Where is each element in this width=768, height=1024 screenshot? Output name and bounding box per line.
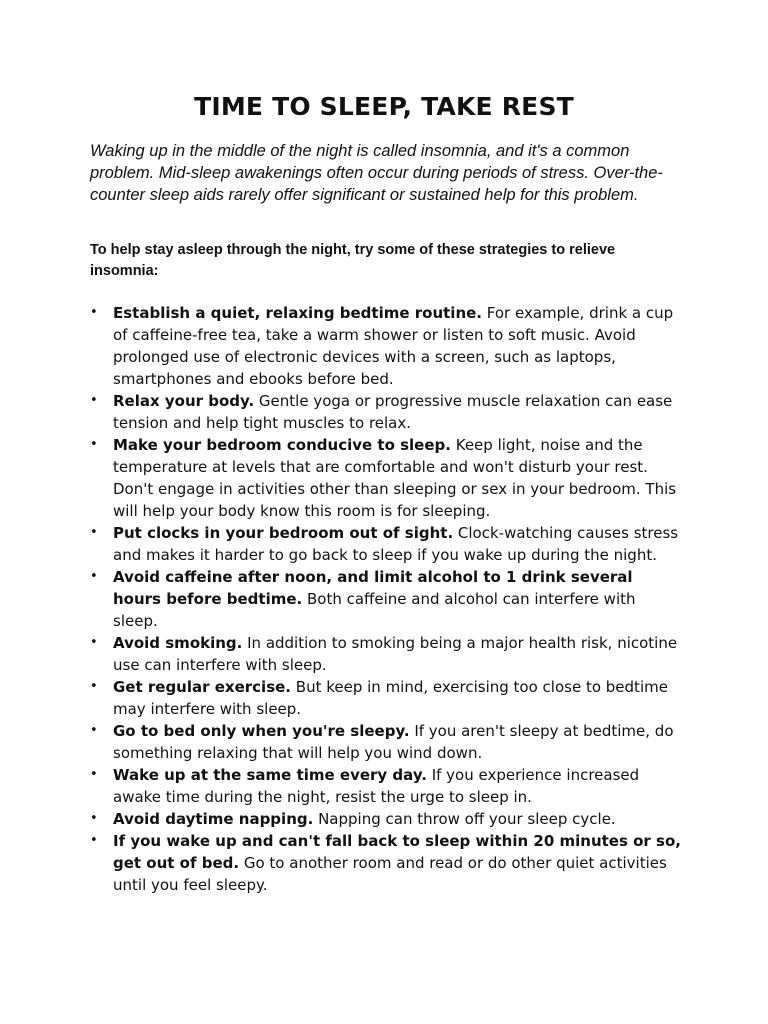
tip-text: If you aren't sleepy at bedtime, do something relaxing that will help you wind down. — [113, 722, 674, 762]
intro-paragraph: Waking up in the middle of the night is called insomnia, and it's a common problem. Mid-sleep awakenings often occur during periods of stress. Over-the-counter sleep aids rarely offer significant or sustained help for this problem. — [90, 142, 663, 204]
list-item — [90, 764, 682, 808]
list-item — [90, 522, 682, 566]
bullet-icon: • — [90, 525, 98, 540]
tip-text: Keep light, noise and the temperature at levels that are comfortable and won't disturb your rest. Don't engage in activities other than sleeping or sex in your bedroom. This will help your body know this room is for sleeping. — [113, 436, 677, 520]
list-item — [90, 434, 682, 522]
tip-heading: Go to bed only when you're sleepy. — [113, 722, 410, 740]
bullet-icon: • — [90, 723, 98, 738]
list-item — [90, 830, 682, 896]
list-item — [90, 302, 682, 390]
bullet-icon: • — [90, 679, 98, 694]
tip-heading: Wake up at the same time every day. — [113, 766, 427, 784]
bullet-icon: • — [90, 767, 98, 782]
tip-heading: Avoid daytime napping. — [113, 810, 314, 828]
bullet-icon: • — [90, 393, 98, 408]
tip-text: Gentle yoga or progressive muscle relaxation can ease tension and help tight muscles to relax. — [113, 392, 673, 432]
tip-heading: Avoid caffeine after noon, and limit alcohol to 1 drink several hours before bedtime. — [113, 568, 633, 608]
bullet-icon: • — [90, 811, 98, 826]
bullet-icon: • — [90, 833, 98, 848]
tip-heading: If you wake up and can't fall back to sleep within 20 minutes or so, get out of bed. — [113, 832, 681, 872]
lead-paragraph: To help stay asleep through the night, try some of these strategies to relieve insomnia: — [90, 242, 616, 279]
bullet-icon: • — [90, 635, 98, 650]
tips-list — [90, 302, 682, 896]
tip-text: For example, drink a cup of caffeine-free tea, take a warm shower or listen to soft music. Avoid prolonged use of electronic devices with a screen, such as laptops, smartphones and ebooks before bed. — [113, 304, 674, 388]
tip-heading: Avoid smoking. — [113, 634, 243, 652]
bullet-icon: • — [90, 305, 98, 320]
tip-text: In addition to smoking being a major health risk, nicotine use can interfere with sleep. — [113, 634, 678, 674]
tip-text: Both caffeine and alcohol can interfere with sleep. — [113, 590, 636, 630]
tip-text: Napping can throw off your sleep cycle. — [313, 810, 616, 828]
tip-heading: Establish a quiet, relaxing bedtime routine. — [113, 304, 483, 322]
list-item — [90, 676, 682, 720]
tip-heading: Make your bedroom conducive to sleep. — [113, 436, 451, 454]
tip-heading: Put clocks in your bedroom out of sight. — [113, 524, 454, 542]
tip-text: Clock-watching causes stress and makes it harder to go back to sleep if you wake up during the night. — [113, 524, 679, 564]
list-item — [90, 566, 682, 632]
list-item — [90, 808, 682, 830]
bullet-icon: • — [90, 569, 98, 584]
page-title: TIME TO SLEEP, TAKE REST — [194, 92, 574, 121]
tip-text: But keep in mind, exercising too close to bedtime may interfere with sleep. — [113, 678, 668, 718]
bullet-icon: • — [90, 437, 98, 452]
tip-heading: Get regular exercise. — [113, 678, 292, 696]
tip-text: Go to another room and read or do other quiet activities until you feel sleepy. — [113, 854, 667, 894]
list-item — [90, 720, 682, 764]
list-item — [90, 390, 682, 434]
tip-heading: Relax your body. — [113, 392, 255, 410]
tip-text: If you experience increased awake time during the night, resist the urge to sleep in. — [113, 766, 640, 806]
list-item — [90, 632, 682, 676]
